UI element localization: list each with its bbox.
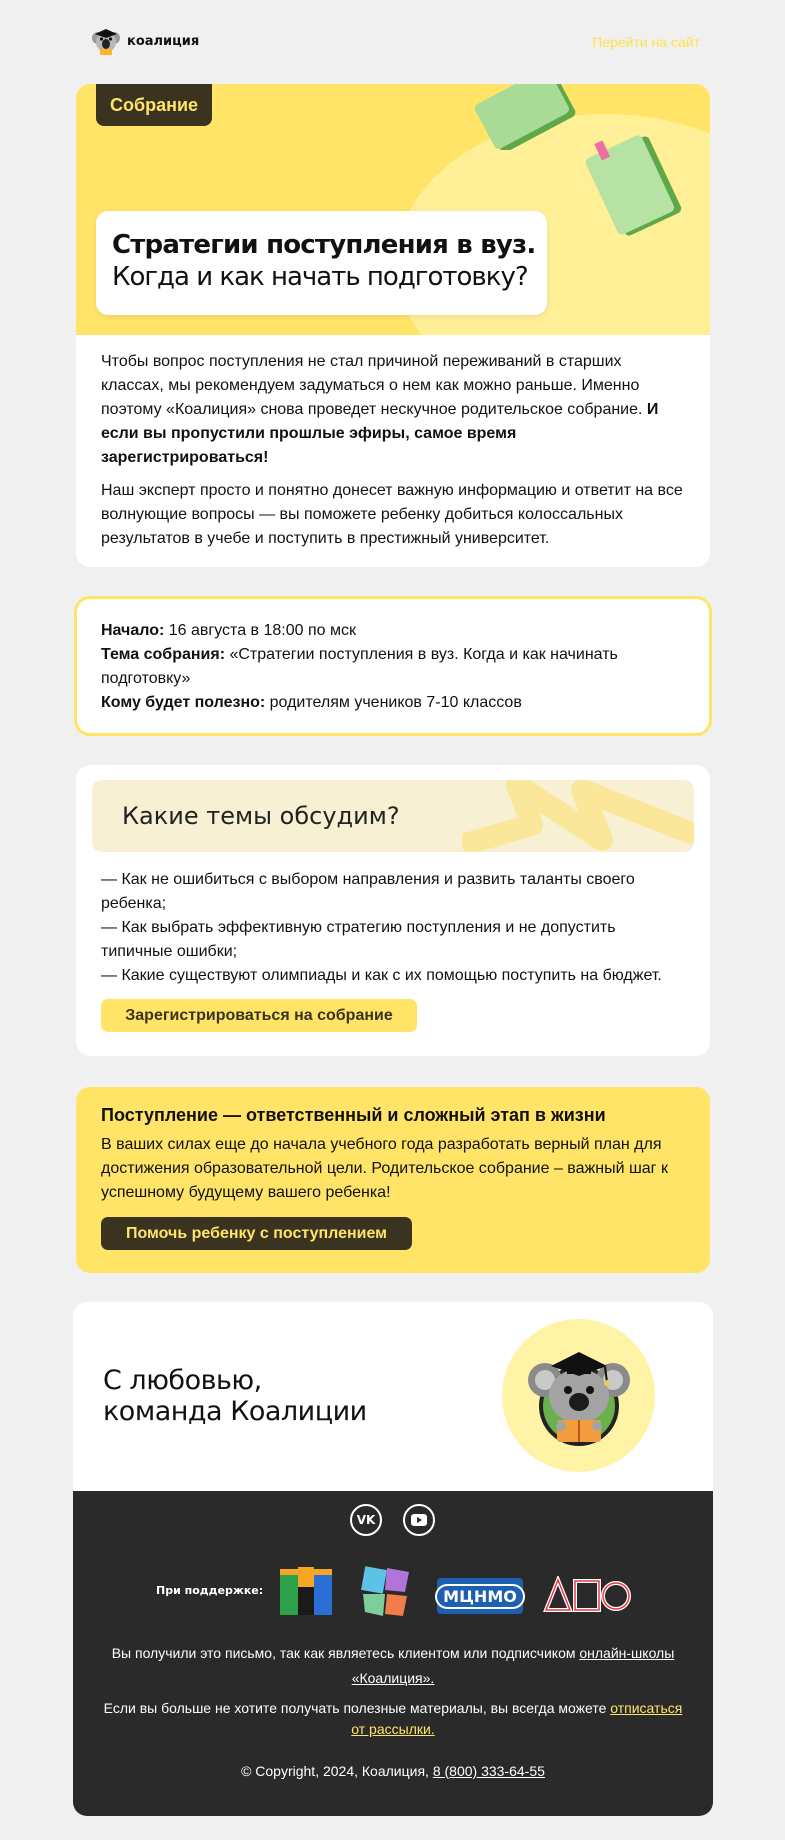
event-audience (101, 691, 685, 715)
go-to-site-link[interactable]: Перейти на сайт (592, 34, 700, 50)
cube-logo-icon (278, 1565, 334, 1619)
hero-title: Стратегии поступления в вуз. (112, 230, 536, 260)
support-label: При поддержке: (156, 1584, 264, 1597)
topics-title: Какие темы обсудим? (122, 802, 400, 830)
topics-header (92, 780, 694, 852)
event-topic-label: Тема собрания: (101, 646, 226, 663)
copyright-text: © Copyright, 2024, Коалиция, (241, 1763, 433, 1779)
topics-list (92, 868, 694, 988)
signoff-text (103, 1365, 367, 1427)
event-start-label: Начало: (101, 622, 165, 639)
subscription-notice (98, 1641, 688, 1691)
footer (73, 1491, 713, 1816)
event-info-box (74, 596, 712, 736)
intro-paragraph-2: Наш эксперт просто и понятно донесет важную информацию и ответит на все волнующие вопросы — вы поможете ребенку добиться колоссальных результатов в учебе и поступить в престижный университет. (101, 482, 683, 547)
mcnmo-logo-text: МЦНМО (435, 1584, 525, 1609)
admission-text: В ваших силах еще до начала учебного года разработать верный план для достижения образовательной цели. Родительское собрание – важный шаг к успешному будущему вашего ребенка! (101, 1136, 668, 1201)
star-logo-icon (357, 1564, 413, 1620)
hero-banner (76, 84, 710, 335)
admission-section (76, 1087, 710, 1273)
intro-section (76, 335, 710, 567)
register-button[interactable]: Зарегистрироваться на собрание (101, 999, 417, 1032)
unsubscribe-notice (98, 1698, 688, 1740)
youtube-icon (411, 1514, 427, 1526)
book-with-bookmark-icon (582, 126, 692, 246)
unsubscribe-text: Если вы больше не хотите получать полезные материалы, вы всегда можете (103, 1700, 611, 1716)
signoff-section (73, 1302, 713, 1491)
vk-icon: VK (356, 1513, 376, 1527)
koala-mascot-icon (527, 1342, 631, 1452)
subscription-text: Вы получили это письмо, так как являетесь клиентом или подписчиком (111, 1645, 580, 1661)
logo[interactable] (91, 26, 199, 56)
phone-link[interactable]: 8 (800) 333-64-55 (432, 1763, 545, 1779)
event-topic (101, 643, 685, 691)
hero-subtitle: Когда и как начать подготовку? (112, 262, 528, 292)
logo-text: коалиция (127, 33, 200, 49)
event-start-value: 16 августа в 18:00 по мск (164, 622, 356, 639)
decorative-stroke-icon (462, 780, 694, 852)
dpo-logo-icon (542, 1576, 632, 1614)
event-audience-label: Кому будет полезно: (101, 694, 266, 711)
admission-title: Поступление — ответственный и сложный этап в жизни (101, 1105, 606, 1125)
signoff-line-2: команда Коалиции (103, 1396, 367, 1427)
koala-logo-icon (91, 26, 121, 56)
unsubscribe-link[interactable]: отписаться от рассылки. (351, 1700, 683, 1737)
event-topic-value: «Стратегии поступления в вуз. Когда и как начинать подготовку» (101, 646, 618, 687)
intro-text: Чтобы вопрос поступления не стал причиной переживаний в старших классах, мы рекомендуем задуматься о нем как можно раньше. Именно поэтому «Коалиция» снова проведет нескучное родительское собрание. (101, 353, 647, 418)
signoff-line-1: С любовью, (103, 1365, 262, 1396)
school-link[interactable]: онлайн-школы «Коалиция». (351, 1645, 675, 1686)
mcnmo-logo (437, 1578, 523, 1614)
copyright (98, 1759, 688, 1784)
event-type-badge: Собрание (96, 84, 212, 126)
youtube-link[interactable] (403, 1504, 435, 1536)
help-child-button[interactable]: Помочь ребенку с поступлением (101, 1217, 412, 1250)
intro-paragraph-1 (101, 350, 685, 470)
hero-title-card (96, 211, 547, 315)
intro-emphasis: И если вы пропустили прошлые эфиры, самое время зарегистрироваться! (101, 401, 659, 466)
book-icon (471, 84, 581, 150)
list-item: — Как не ошибиться с выбором направления и развить таланты своего ребенка; (101, 871, 635, 912)
event-audience-value: родителям учеников 7-10 классов (265, 694, 522, 711)
vk-link[interactable] (350, 1504, 382, 1536)
list-item: — Как выбрать эффективную стратегию поступления и не допустить типичные ошибки; (101, 919, 616, 960)
event-start (101, 619, 685, 643)
list-item: — Какие существуют олимпиады и как с их помощью поступить на бюджет. (101, 967, 662, 984)
topics-section (76, 765, 710, 1056)
